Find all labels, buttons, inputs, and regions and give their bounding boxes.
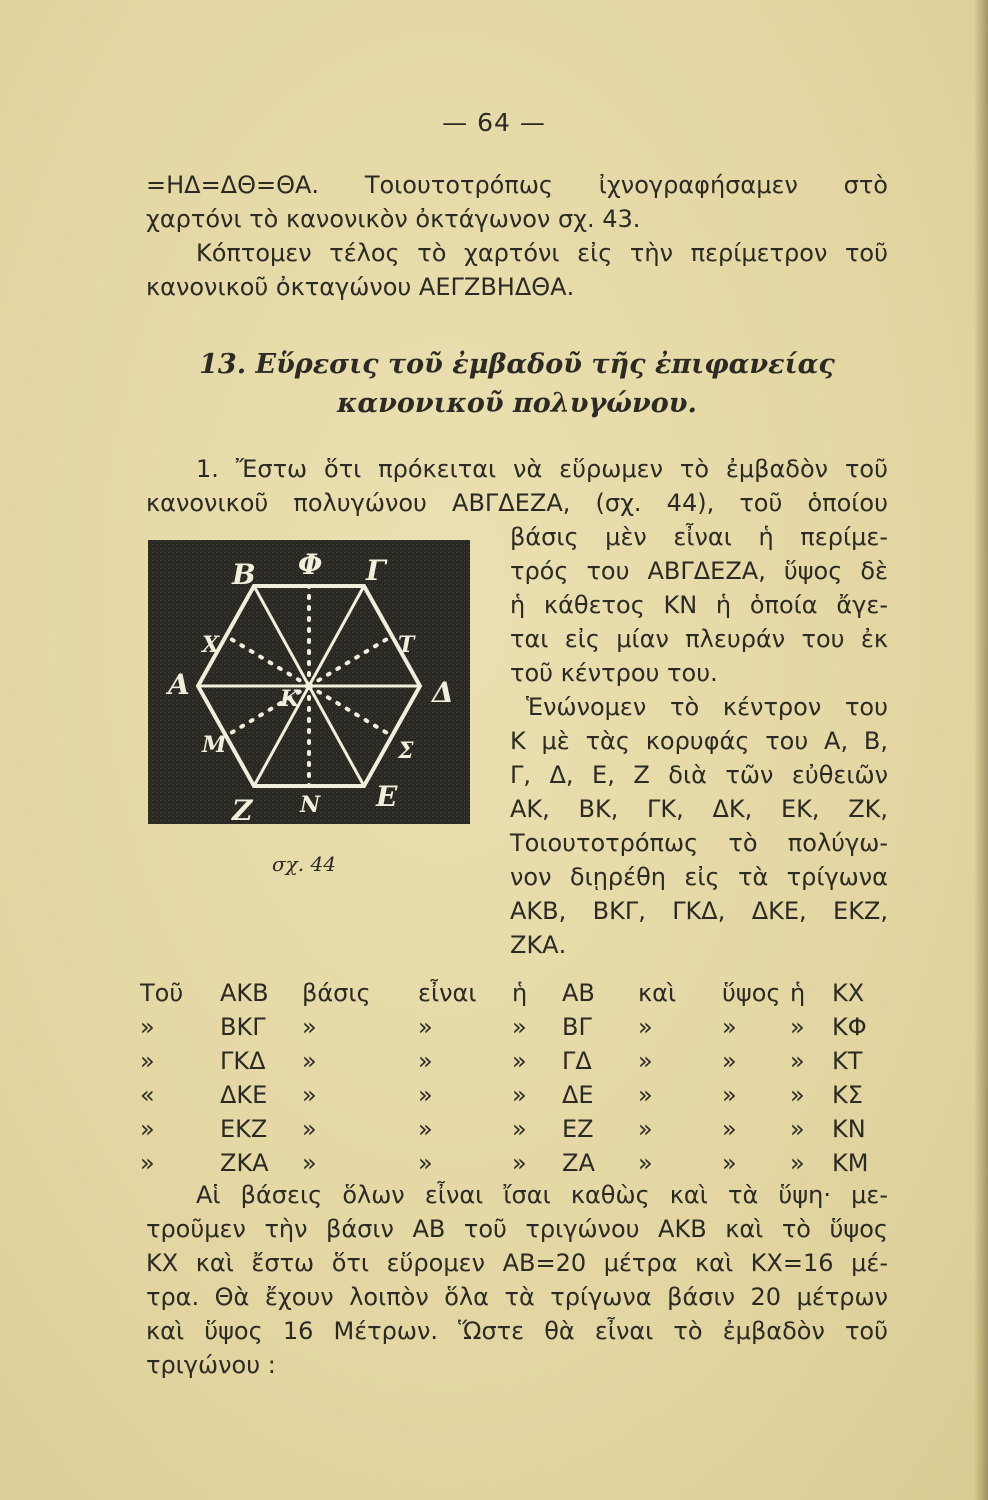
section-heading-line2: κανονικοῦ πολυγώνου.	[337, 388, 697, 419]
intro-line: κανονικοῦ ὀκταγώνου ΑΕΓΖΒΗΔΘΑ.	[146, 273, 575, 301]
table-cell: »	[418, 1115, 433, 1143]
column-line: Τοιουτοτρόπως τὸ πολύγω-	[510, 829, 888, 857]
page-number: — 64 —	[442, 108, 546, 137]
table-cell: ΚΜ	[832, 1149, 869, 1177]
figure-label: Μ	[202, 732, 227, 758]
table-cell: »	[790, 1149, 805, 1177]
column-line: ΖΚΑ.	[510, 931, 567, 959]
figure-label: Γ	[366, 554, 386, 587]
table-cell: »	[790, 1081, 805, 1109]
table-cell: Τοῦ	[140, 979, 184, 1007]
table-cell: »	[638, 1047, 653, 1075]
table-cell: »	[790, 1115, 805, 1143]
table-row	[140, 1010, 880, 1044]
intro-line: Κόπτομεν τέλος τὸ χαρτόνι εἰς τὴν περίμετρον τοῦ	[196, 239, 888, 267]
closing-line: τριγώνου :	[146, 1351, 276, 1379]
table-cell: «	[140, 1081, 155, 1109]
figure-label: Δ	[432, 676, 454, 709]
paragraph-line: κανονικοῦ πολυγώνου ΑΒΓΔΕΖΑ, (σχ. 44), τοῦ ὁποίου	[146, 489, 888, 517]
table-cell: »	[638, 1013, 653, 1041]
table-row	[140, 976, 880, 1010]
table-cell: ἡ	[790, 979, 806, 1007]
table-cell: ΔΚΕ	[220, 1081, 268, 1109]
hexagon-figure-svg	[148, 540, 470, 824]
figure-label: Χ	[202, 632, 220, 658]
table-cell: ΓΔ	[562, 1047, 592, 1075]
table-cell: »	[722, 1013, 737, 1041]
table-cell: »	[512, 1081, 527, 1109]
column-line: νον διῃρέθη εἰς τὰ τρίγωνα	[510, 863, 888, 891]
table-cell: ΚΦ	[832, 1013, 867, 1041]
table-cell: ΒΓ	[562, 1013, 592, 1041]
table-cell: »	[302, 1047, 317, 1075]
table-cell: »	[512, 1047, 527, 1075]
table-cell: ΚΝ	[832, 1115, 866, 1143]
table-cell: ὕψος	[722, 979, 781, 1007]
figure-label: Ν	[300, 792, 321, 818]
column-line: ΑΚΒ, ΒΚΓ, ΓΚΔ, ΔΚΕ, ΕΚΖ,	[510, 897, 888, 925]
table-cell: »	[418, 1081, 433, 1109]
paragraph-line: 1. Ἔστω ὅτι πρόκειται νὰ εὕρωμεν τὸ ἐμβαδὸν τοῦ	[196, 455, 888, 483]
table-cell: ΚΣ	[832, 1081, 863, 1109]
table-cell: ΒΚΓ	[220, 1013, 266, 1041]
closing-line: ΚΧ καὶ ἔστω ὅτι εὕρομεν ΑΒ=20 μέτρα καὶ ΚΧ=16 μέ-	[146, 1249, 888, 1277]
table-cell: ΓΚΔ	[220, 1047, 266, 1075]
closing-line: καὶ ὕψος 16 Μέτρων. Ὥστε θὰ εἶναι τὸ ἐμβαδὸν τοῦ	[146, 1317, 888, 1345]
figure-caption: σχ. 44	[272, 852, 336, 876]
table-cell: ΖΑ	[562, 1149, 595, 1177]
table-cell: »	[140, 1047, 155, 1075]
table-cell: »	[302, 1115, 317, 1143]
figure-label: Τ	[398, 632, 415, 658]
closing-line: τροῦμεν τὴν βάσιν ΑΒ τοῦ τριγώνου ΑΚΒ καὶ τὸ ὕψος	[146, 1215, 888, 1243]
table-cell: ΑΚΒ	[220, 979, 269, 1007]
table-cell: ΚΧ	[832, 979, 865, 1007]
table-cell: βάσις	[302, 979, 371, 1007]
table-cell: »	[140, 1149, 155, 1177]
figure-label: Κ	[280, 686, 300, 712]
intro-line: χαρτόνι τὸ κανονικὸν ὀκτάγωνον σχ. 43.	[146, 205, 641, 233]
table-cell: »	[722, 1047, 737, 1075]
table-cell: »	[638, 1081, 653, 1109]
column-line: τοῦ κέντρου του.	[510, 659, 718, 687]
table-cell: »	[418, 1149, 433, 1177]
figure-label: Σ	[398, 738, 414, 764]
column-line: Κ μὲ τὰς κορυφάς του Α, Β,	[510, 727, 888, 755]
table-cell: »	[512, 1149, 527, 1177]
table-row	[140, 1112, 880, 1146]
table-cell: ΚΤ	[832, 1047, 863, 1075]
table-cell: »	[790, 1047, 805, 1075]
table-cell: ΕΖ	[562, 1115, 594, 1143]
table-cell: »	[302, 1013, 317, 1041]
hexagon-figure	[148, 540, 470, 824]
figure-label: Α	[168, 668, 190, 701]
column-line: βάσις μὲν εἶναι ἡ περίμε-	[510, 523, 888, 551]
table-cell: »	[418, 1013, 433, 1041]
table-cell: ΕΚΖ	[220, 1115, 268, 1143]
figure-label: Β	[232, 558, 256, 591]
table-cell: ἡ	[512, 979, 528, 1007]
table-cell: ΑΒ	[562, 979, 595, 1007]
column-line: τρός του ΑΒΓΔΕΖΑ, ὕψος δὲ	[510, 557, 888, 585]
closing-line: Αἱ βάσεις ὅλων εἶναι ἴσαι καθὼς καὶ τὰ ὕψη· με-	[196, 1181, 888, 1209]
intro-line: =ΗΔ=ΔΘ=ΘΑ. Τοιουτοτρόπως ἰχνογραφήσαμεν στὸ	[146, 171, 888, 199]
column-line: ἡ κάθετος ΚΝ ἡ ὁποία ἄγε-	[510, 591, 888, 619]
section-heading-line1: 13. Εὕρεσις τοῦ ἐμβαδοῦ τῆς ἐπιφανείας	[199, 349, 835, 380]
table-row	[140, 1044, 880, 1078]
table-cell: »	[302, 1081, 317, 1109]
table-cell: »	[512, 1013, 527, 1041]
table-cell: »	[790, 1013, 805, 1041]
table-cell: »	[512, 1115, 527, 1143]
table-row	[140, 1146, 880, 1180]
table-cell: »	[140, 1115, 155, 1143]
table-cell: ΔΕ	[562, 1081, 594, 1109]
table-row	[140, 1078, 880, 1112]
table-cell: »	[302, 1149, 317, 1177]
figure-label: Φ	[298, 548, 323, 581]
closing-line: τρα. Θὰ ἔχουν λοιπὸν ὅλα τὰ τρίγωνα βάσιν 20 μέτρων	[146, 1283, 888, 1311]
table-cell: »	[722, 1149, 737, 1177]
table-cell: »	[722, 1115, 737, 1143]
column-line: ΑΚ, ΒΚ, ΓΚ, ΔΚ, ΕΚ, ΖΚ,	[510, 795, 888, 823]
figure-label: Ζ	[232, 794, 253, 824]
table-cell: »	[418, 1047, 433, 1075]
figure-label: Ε	[376, 780, 398, 813]
page-edge-shadow	[974, 0, 988, 1500]
table-cell: καὶ	[638, 979, 677, 1007]
table-cell: ΖΚΑ	[220, 1149, 269, 1177]
table-cell: εἶναι	[418, 979, 477, 1007]
table-cell: »	[638, 1115, 653, 1143]
table-cell: »	[140, 1013, 155, 1041]
table-cell: »	[638, 1149, 653, 1177]
table-cell: »	[722, 1081, 737, 1109]
column-line: Ἑνώνομεν τὸ κέντρον του	[526, 693, 888, 721]
column-line: ται εἰς μίαν πλευράν του ἐκ	[510, 625, 888, 653]
column-line: Γ, Δ, Ε, Ζ διὰ τῶν εὐθειῶν	[510, 761, 888, 789]
